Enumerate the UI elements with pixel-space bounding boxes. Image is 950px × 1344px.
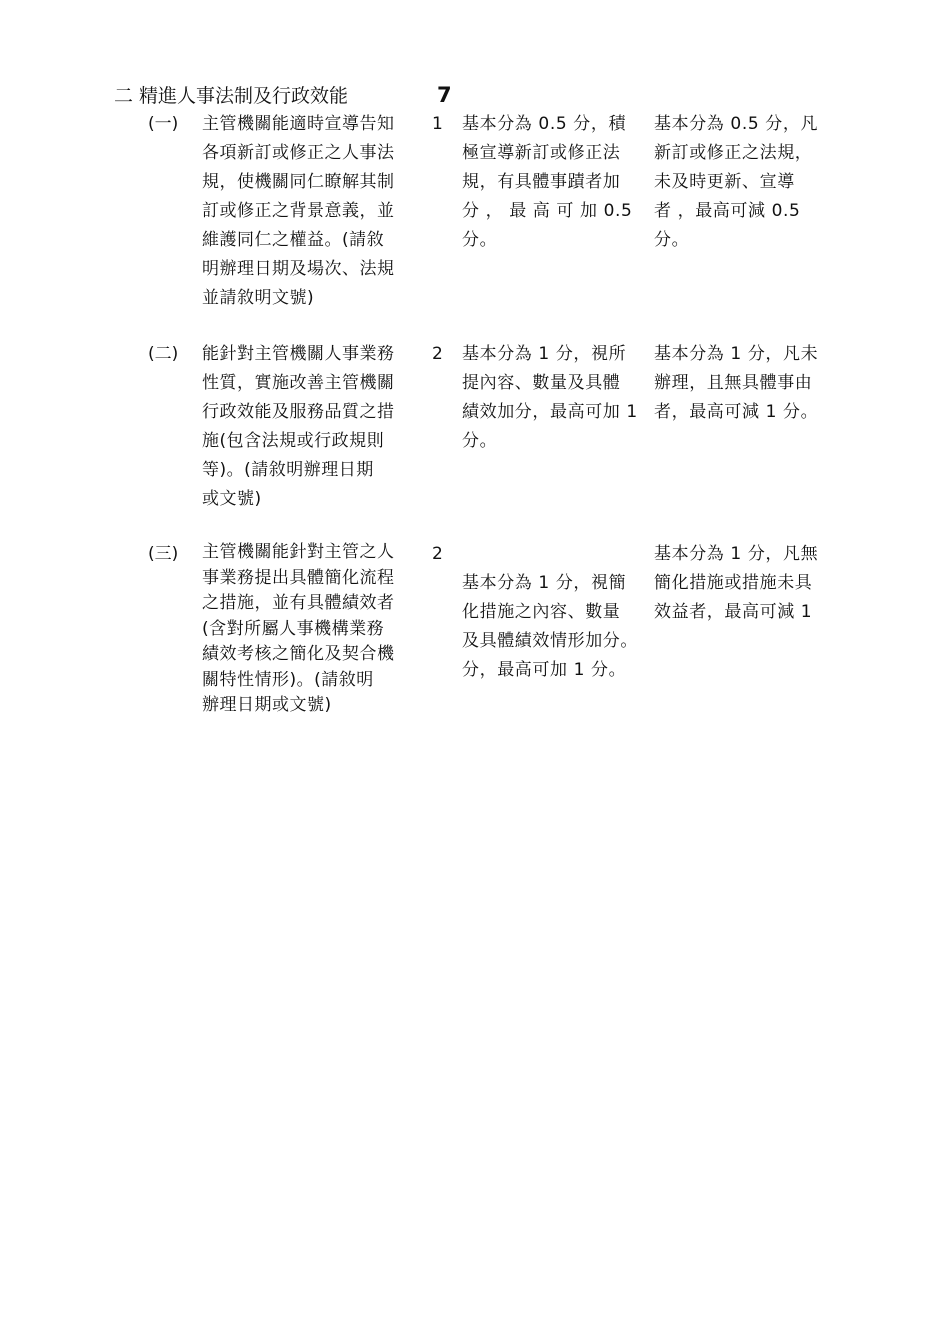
deduction-line: 新訂或修正之法規， (654, 143, 813, 163)
description-line: 明辦理日期及場次、法規 (202, 259, 395, 279)
bonus-criteria (462, 110, 654, 255)
bonus-line: 分。 (462, 431, 498, 451)
item-score: 1 (432, 114, 443, 134)
item-description (202, 340, 416, 514)
description-line: 各項新訂或修正之人事法 (202, 143, 395, 163)
description-line: 主管機關能針對主管之人 (202, 542, 395, 562)
item-index: (三) (148, 544, 179, 564)
description-line: 行政效能及服務品質之措 (202, 402, 395, 422)
bonus-line: 規，有具體事蹟者加 (462, 172, 621, 192)
description-line: (含對所屬人事機構業務 (202, 618, 385, 639)
item-score: 2 (432, 344, 443, 364)
description-line: 並請敘明文號) (202, 288, 315, 308)
bonus-line: 提內容、數量及具體 (462, 373, 621, 393)
item-description (202, 540, 416, 719)
description-line: 等)。(請敘明辦理日期 (202, 460, 374, 480)
description-line: 或文號) (202, 489, 262, 509)
item-index: (一) (148, 114, 179, 134)
deduction-line: 者 ，最高可減 0.5 (654, 201, 801, 221)
description-line: 關特性情形)。(請敘明 (202, 669, 374, 690)
bonus-line (462, 540, 654, 569)
description-line: 主管機關能適時宣導告知 (202, 114, 395, 134)
deduction-line: 效益者，最高可減 1 (654, 602, 813, 622)
bonus-line: 基本分為 1 分，視簡 (462, 573, 627, 593)
item-description (202, 110, 416, 313)
description-line: 能針對主管機關人事業務 (202, 344, 395, 364)
description-line: 性質，實施改善主管機關 (202, 373, 395, 393)
section-title: 二 精進人事法制及行政效能 (114, 85, 349, 107)
bonus-line: 分。 (462, 230, 498, 250)
bonus-line: 基本分為 1 分，視所 (462, 344, 627, 364)
description-line: 訂或修正之背景意義，並 (202, 201, 395, 221)
deduction-criteria (654, 340, 834, 427)
item-score: 2 (432, 544, 443, 564)
bonus-line: 及具體績效情形加分。 (462, 631, 638, 651)
deduction-line: 者，最高可減 1 分。 (654, 402, 819, 422)
deduction-line: 基本分為 1 分，凡未 (654, 344, 819, 364)
deduction-line: 未及時更新、宣導 (654, 172, 795, 192)
bonus-line: 分，最高可加 1 分。 (462, 660, 627, 680)
description-line: 維護同仁之權益。(請敘 (202, 230, 385, 250)
deduction-line: 簡化措施或措施未具 (654, 573, 813, 593)
description-line: 規，使機關同仁瞭解其制 (202, 172, 395, 192)
bonus-line: 基本分為 0.5 分，積 (462, 114, 627, 134)
description-line: 之措施，並有具體績效者 (202, 593, 395, 613)
bonus-criteria (462, 540, 654, 685)
bonus-line: 分 ， 最 高 可 加 0.5 (462, 201, 633, 221)
deduction-line: 分。 (654, 230, 690, 250)
deduction-line: 基本分為 1 分，凡無 (654, 544, 819, 564)
bonus-line: 極宣導新訂或修正法 (462, 143, 621, 163)
deduction-line: 辦理，且無具體事由 (654, 373, 813, 393)
section-points: 7 (437, 83, 452, 107)
description-line: 績效考核之簡化及契合機 (202, 644, 395, 664)
deduction-line: 基本分為 0.5 分，凡 (654, 114, 819, 134)
description-line: 施(包含法規或行政規則 (202, 431, 385, 451)
deduction-criteria (654, 540, 834, 627)
description-line: 事業務提出具體簡化流程 (202, 567, 395, 588)
description-line: 辦理日期或文號) (202, 695, 332, 715)
bonus-criteria (462, 340, 654, 456)
bonus-line: 化措施之內容、數量 (462, 602, 621, 622)
item-index: (二) (148, 344, 179, 364)
bonus-line: 績效加分，最高可加 1 (462, 402, 638, 422)
deduction-criteria (654, 110, 834, 255)
